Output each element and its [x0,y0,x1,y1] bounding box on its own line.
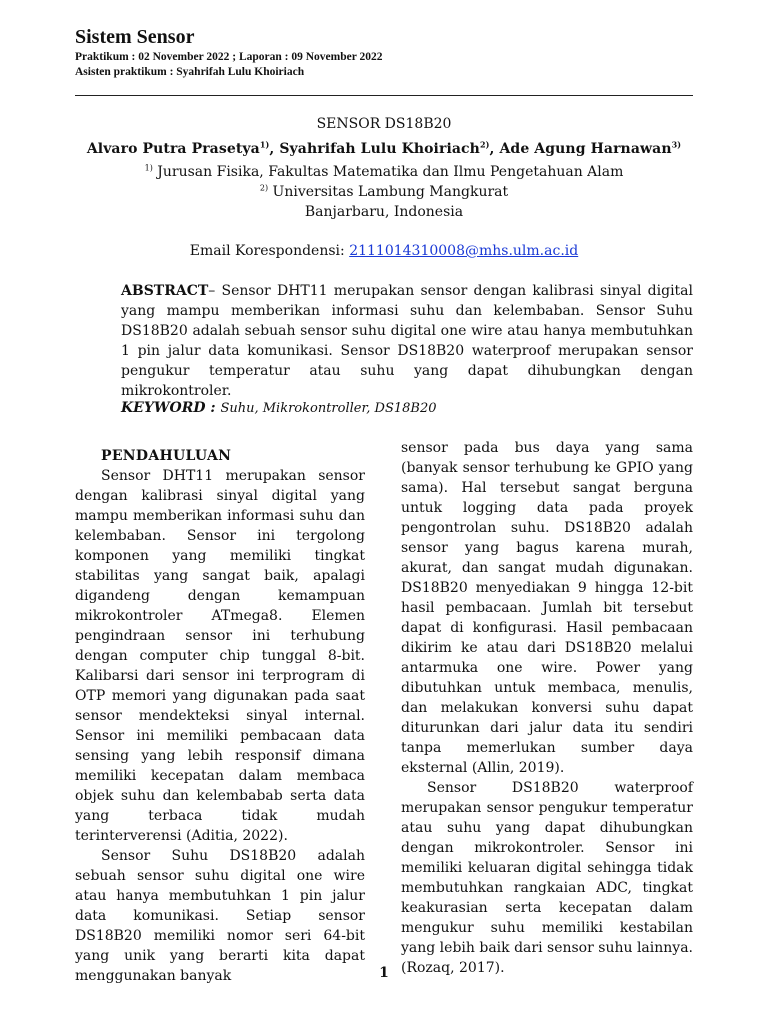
author-mark: 1) [259,139,270,150]
abstract-text: Sensor DHT11 merupakan sensor dengan kalibrasi sinyal digital yang mampu memberikan informasi suhu dan kelembaban. Sensor Suhu DS18B20 adalah sebuah sensor suhu digital one wire atau hanya membutuhkan 1 pin jalur data komunikasi. Sensor DS18B20 waterproof merupakan sensor pengukur temperatur atau suhu yang dapat dihubungkan dengan mikrokontroler. [121,283,693,399]
paper-title: SENSOR DS18B20 [316,116,452,132]
author-mark: 2) [479,139,490,150]
affiliation-department [75,164,693,180]
body-paragraph: Sensor DHT11 merupakan sensor dengan kalibrasi sinyal digital yang mampu memberikan informasi suhu dan kelembaban. Sensor ini tergolong komponen yang memiliki tingkat stabilitas yang sangat baik, apalagi digandeng dengan kemampuan mikrokontroler ATmega8. Elemen pengindraan sensor ini terhubung dengan computer chip tunggal 8-bit. Kalibarsi dari sensor ini terprogram di OTP memori yang digunakan pada saat sensor mendekteksi sinyal internal. Sensor ini memiliki pembacaan data sensing yang lebih responsif dimana memiliki kecepatan dalam membaca objek suhu dan kelembabab serta data yang terbaca tidak mudah terinterverensi (Aditia, 2022). [75,468,365,844]
abstract-label: ABSTRACT [121,283,209,299]
affiliation-mark: 2) [259,183,269,193]
abstract-dash: – [208,283,222,299]
email-label: Email Korespondensi: [189,243,350,259]
author-list [75,141,693,157]
author-separator: , [489,141,500,157]
affiliation-text: Universitas Lambung Mangkurat [268,184,509,200]
author-separator: , [269,141,280,157]
praktikum-date-line: Praktikum : 02 November 2022 ; Laporan : 09 November 2022 [75,51,383,63]
header-divider [75,95,693,96]
page-number: 1 [379,965,389,981]
keyword-text: Suhu, Mikrokontroller, DS18B20 [220,401,437,416]
body-paragraph: Sensor DS18B20 waterproof merupakan sensor pengukur temperatur atau suhu yang dapat dihubungkan dengan mikrokontroler. Sensor ini memiliki keluaran digital sehingga tidak membutuhkan rangkaian ADC, tingkat keakurasian serta kecepatan dalam mengukur suhu memiliki kestabilan yang lebih baik dari sensor suhu lainnya. (Rozaq, 2017). [401,780,693,976]
section-heading: PENDAHULUAN [101,448,232,464]
affiliation-university [75,184,693,200]
affiliation-city: Banjarbaru, Indonesia [304,204,464,220]
correspondence-email-line [75,243,693,259]
journal-title: Sistem Sensor [75,26,195,48]
email-link[interactable]: 2111014310008@mhs.ulm.ac.id [349,243,579,259]
author-name: Ade Agung Harnawan [499,141,672,157]
body-paragraph-continuation: sensor pada bus daya yang sama (banyak sensor terhubung ke GPIO yang sama). Hal tersebut sangat berguna untuk logging data pada proyek pengontrolan suhu. DS18B20 adalah sensor yang bagus karena murah, akurat, dan sangat mudah digunakan. DS18B20 menyediakan 9 hingga 12-bit hasil pembacaan. Jumlah bit tersebut dapat di konfigurasi. Hasil pembacaan dikirim ke atau dari DS18B20 melalui antarmuka one wire. Power yang dibutuhkan untuk membaca, menulis, dan melakukan konversi suhu dapat diturunkan dari jalur data itu sendiri tanpa memerlukan sumber daya eksternal (Allin, 2019). [401,440,693,776]
author-name: Alvaro Putra Prasetya [86,141,260,157]
affiliation-text: Jurusan Fisika, Fakultas Matematika dan Ilmu Pengetahuan Alam [152,164,624,180]
right-column [401,438,693,978]
keyword-label: KEYWORD : [121,400,221,416]
abstract [121,281,693,401]
affiliation-mark: 1) [144,163,153,173]
left-column [75,446,365,986]
assistant-line: Asisten praktikum : Syahrifah Lulu Khoiriach [75,66,305,78]
keywords [121,400,693,416]
author-name: Syahrifah Lulu Khoiriach [279,141,480,157]
body-paragraph: Sensor Suhu DS18B20 adalah sebuah sensor suhu digital one wire atau hanya membutuhkan 1 pin jalur data komunikasi. Setiap sensor DS18B20 memiliki nomor seri 64-bit yang unik yang berarti kita dapat menggunakan banyak [75,848,365,984]
author-mark: 3) [671,139,682,150]
